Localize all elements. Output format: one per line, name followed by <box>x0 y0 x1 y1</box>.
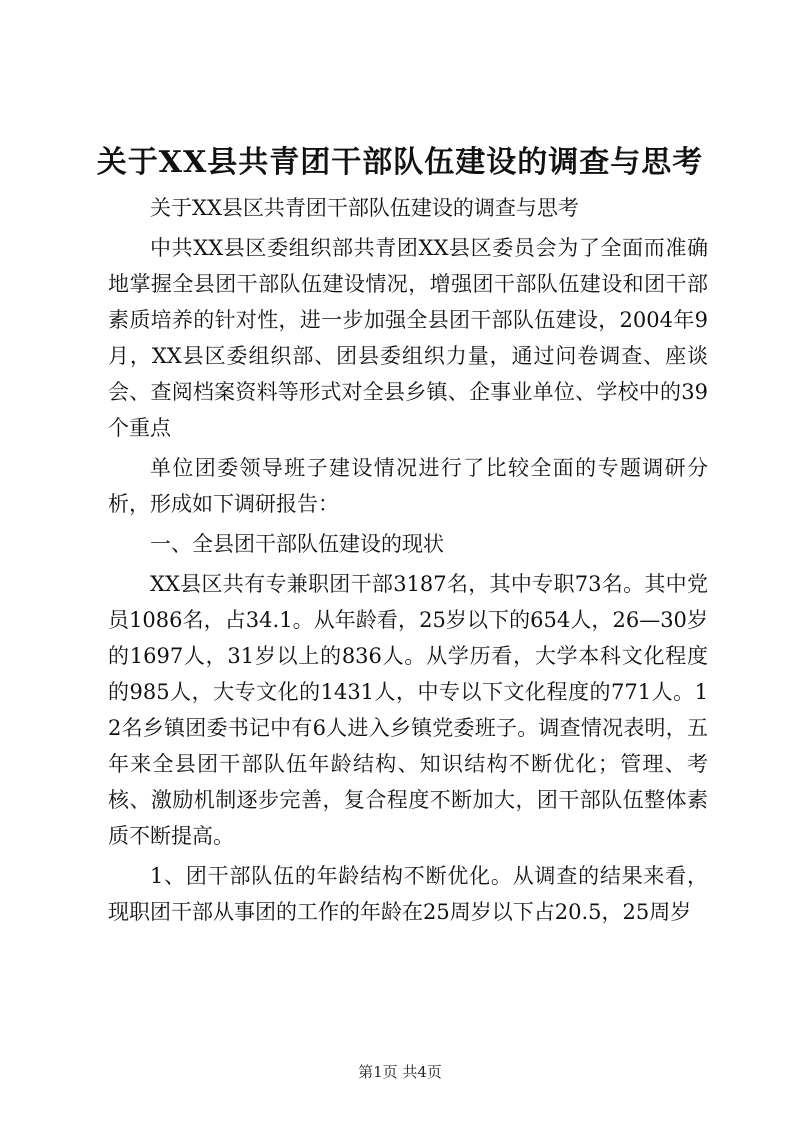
paragraph-age-structure: 1、团干部队伍的年龄结构不断优化。从调查的结果来看，现职团干部从事团的工作的年龄在25周岁以下占20.5，25周岁 <box>108 864 708 924</box>
paragraph-subtitle: 关于XX县区共青团干部队伍建设的调查与思考 <box>150 196 579 220</box>
section-heading-current-status: 一、全县团干部队伍建设的现状 <box>150 532 444 556</box>
document-title: 关于XX县共青团干部队伍建设的调查与思考 <box>96 145 704 180</box>
paragraph-intro-continued: 单位团委领导班子建设情况进行了比较全面的专题调研分析，形成如下调研报告： <box>108 456 708 516</box>
paragraph-statistics: XX县区共有专兼职团干部3187名，其中专职73名。其中党员1086名，占34.1。从年龄看，25岁以下的654人，26—30岁的1697人，31岁以上的836人。从学历看，大学本科文化程度的985人，大专文化的1431人，中专以下文化程度的771人。12名乡镇团委书记中有6人进入乡镇党委班子。调查情况表明，五年来全县团干部队伍年龄结构、知识结构不断优化；管理、考核、激励机制逐步完善，复合程度不断加大，团干部队伍整体素质不断提高。 <box>108 572 708 848</box>
document-body <box>108 190 708 934</box>
paragraph-intro: 中共XX县区委组织部共青团XX县区委员会为了全面而准确地掌握全县团干部队伍建设情况，增强团干部队伍建设和团干部素质培养的针对性，进一步加强全县团干部队伍建设，2004年9月，XX县区委组织部、团县委组织力量，通过问卷调查、座谈会、查阅档案资料等形式对全县乡镇、企事业单位、学校中的39个重点 <box>108 236 708 440</box>
page-footer: 第1页 共4页 <box>358 1063 442 1081</box>
